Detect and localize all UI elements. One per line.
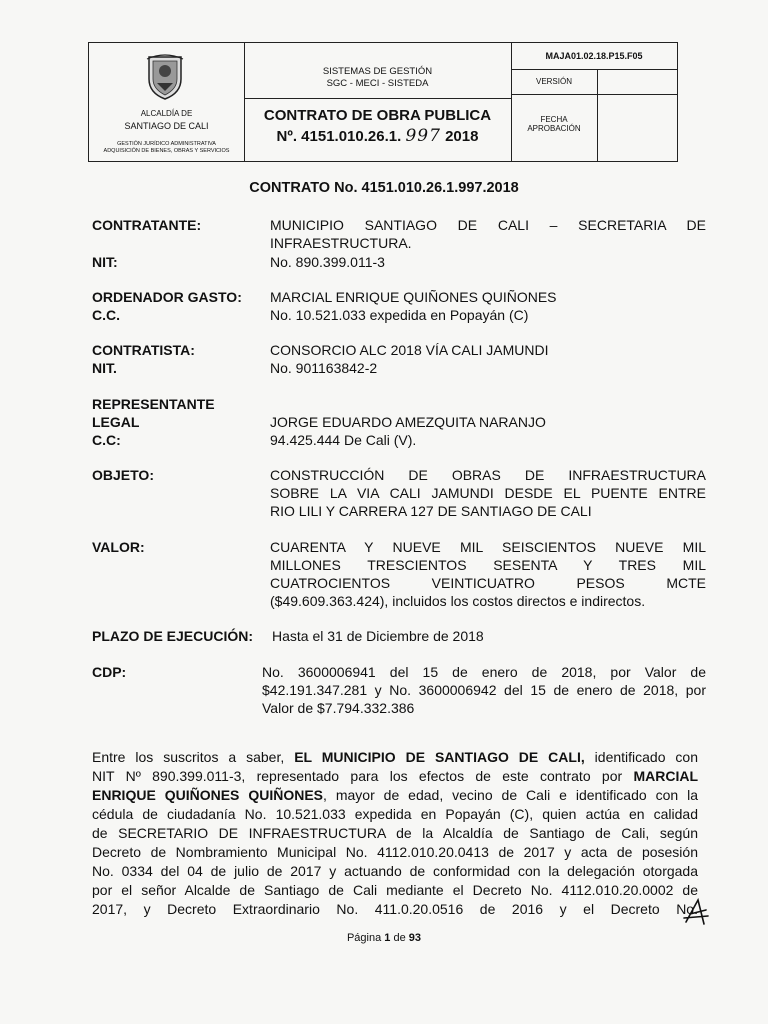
cc2-value: 94.425.444 De Cali (V). xyxy=(270,432,417,448)
ordenador-label: ORDENADOR GASTO: xyxy=(92,289,242,305)
objeto-line1: CONSTRUCCIÓN DE OBRAS DE INFRAESTRUCTURA xyxy=(270,467,706,483)
document-code: MAJA01.02.18.P15.F05 xyxy=(511,43,677,70)
para-line: de SECRETARIO DE INFRAESTRUCTURA de la Alcaldía de Santiago de Cali, según xyxy=(92,825,698,841)
nit-label: NIT: xyxy=(92,254,118,270)
para-line: 2017, y Decreto Extraordinario No. 411.0.20.0516 de 2016 y el Decreto No. xyxy=(92,901,698,917)
nit2-value: No. 901163842-2 xyxy=(270,360,378,376)
footer-total-pages: 93 xyxy=(408,932,422,944)
alcaldia-line1: ALCALDÍA DE xyxy=(140,109,193,118)
cc-value: No. 10.521.033 expedida en Popayán (C) xyxy=(270,307,529,323)
fecha-label2: APROBACIÓN xyxy=(527,124,581,133)
para-text: NIT Nº 890.399.011-3, representado para los efectos de este contrato por xyxy=(92,768,634,784)
para-line xyxy=(92,748,698,767)
cc-label: C.C. xyxy=(92,307,120,323)
valor-line4: ($49.609.363.424), incluidos los costos directos e indirectos. xyxy=(270,593,646,609)
contract-intro-paragraph xyxy=(92,748,698,919)
document-header-table xyxy=(88,42,678,162)
contratista-value: CONSORCIO ALC 2018 VÍA CALI JAMUNDI xyxy=(270,342,549,358)
contract-type-title: CONTRATO DE OBRA PUBLICA xyxy=(263,107,492,124)
valor-label: VALOR: xyxy=(92,539,145,555)
fecha-label1: FECHA xyxy=(540,115,568,124)
para-line xyxy=(92,786,698,805)
contract-number-year: 2018 xyxy=(445,128,479,145)
handwritten-initial-icon xyxy=(682,896,710,926)
version-label: VERSIÓN xyxy=(511,70,598,95)
para-text: , mayor de edad, vecino de Cali e identificado con la xyxy=(323,787,699,803)
para-line: cédula de ciudadanía No. 10.521.033 expedida en Popayán (C), quien actúa en calidad xyxy=(92,806,698,822)
para-bold-text: ENRIQUE QUIÑONES QUIÑONES xyxy=(92,787,324,803)
contract-number-prefix: Nº. 4151.010.26.1. xyxy=(276,128,402,145)
para-line xyxy=(92,767,698,786)
para-line: por el señor Alcalde de Santiago de Cali mediante el Decreto No. 4112.010.20.0002 de xyxy=(92,882,698,898)
para-text: identificado con xyxy=(584,749,699,765)
para-line: Decreto de Nombramiento Municipal No. 4112.010.20.0413 de 2017 y acta de posesión xyxy=(92,844,698,860)
contract-title: CONTRATO No. 4151.010.26.1.997.2018 xyxy=(249,180,519,196)
gestion-line2: ADQUISICIÓN DE BIENES, OBRAS Y SERVICIOS xyxy=(103,148,230,154)
sistemas-cell xyxy=(244,43,511,99)
cdp-line3: Valor de $7.794.332.386 xyxy=(262,700,415,716)
valor-line1: CUARENTA Y NUEVE MIL SEISCIENTOS NUEVE MIL xyxy=(270,539,706,555)
nit2-label: NIT. xyxy=(92,360,117,376)
para-bold-text: MARCIAL xyxy=(633,768,698,784)
contract-number-line xyxy=(244,126,511,146)
contratante-value-line2: INFRAESTRUCTURA. xyxy=(270,235,412,251)
objeto-line2: SOBRE LA VIA CALI JAMUNDI DESDE EL PUENTE ENTRE xyxy=(270,485,706,501)
para-bold-text: EL MUNICIPIO DE SANTIAGO DE CALI, xyxy=(294,749,585,765)
footer-page-number: 1 xyxy=(384,932,391,944)
objeto-label: OBJETO: xyxy=(92,467,154,483)
cdp-label: CDP: xyxy=(92,664,127,680)
header-title-cell xyxy=(244,43,512,161)
contratista-label: CONTRATISTA: xyxy=(92,342,195,358)
cc2-label: C.C: xyxy=(92,432,121,448)
cdp-line2: $42.191.347.281 y No. 3600006942 del 15 de enero de 2018, por xyxy=(262,682,706,698)
ordenador-value: MARCIAL ENRIQUE QUIÑONES QUIÑONES xyxy=(270,289,557,305)
sistemas-line1: SISTEMAS DE GESTIÓN xyxy=(322,66,433,77)
representante-label-line2: LEGAL xyxy=(92,414,140,430)
cdp-line1: No. 3600006941 del 15 de enero de 2018, por Valor de xyxy=(262,664,706,680)
contract-title-cell xyxy=(244,99,511,161)
contratante-value-line1: MUNICIPIO SANTIAGO DE CALI – SECRETARIA DE xyxy=(270,217,706,233)
plazo-value: Hasta el 31 de Diciembre de 2018 xyxy=(272,628,484,644)
footer-separator: de xyxy=(390,932,409,944)
approval-date-label xyxy=(511,95,598,161)
para-line: No. 0334 del 04 de julio de 2017 y actuando de conformidad con la delegación otorgada xyxy=(92,863,698,879)
sistemas-line2: SGC - MECI - SISTEDA xyxy=(326,78,429,89)
plazo-label: PLAZO DE EJECUCIÓN: xyxy=(92,628,254,644)
page-footer xyxy=(0,932,768,944)
alcaldia-line2: SANTIAGO DE CALI xyxy=(124,121,209,131)
representante-value: JORGE EDUARDO AMEZQUITA NARANJO xyxy=(270,414,546,430)
nit-value: No. 890.399.011-3 xyxy=(270,254,385,270)
para-text: Entre los suscritos a saber, xyxy=(92,749,295,765)
gestion-line1: GESTIÓN JURÍDICO ADMINISTRATIVA xyxy=(117,141,216,147)
version-value xyxy=(598,70,677,95)
valor-line2: MILLONES TRESCIENTOS SESENTA Y TRES MIL xyxy=(270,557,706,573)
footer-prefix: Página xyxy=(346,932,385,944)
header-entity-cell xyxy=(89,43,245,161)
valor-line3: CUATROCIENTOS VEINTICUATRO PESOS MCTE xyxy=(270,575,706,591)
coat-of-arms-icon xyxy=(145,53,185,101)
objeto-line3: RIO LILI Y CARRERA 127 DE SANTIAGO DE CALI xyxy=(270,503,592,519)
representante-label-line1: REPRESENTANTE xyxy=(92,396,215,412)
contract-number-handwritten: 997 xyxy=(405,126,441,146)
contratante-label: CONTRATANTE: xyxy=(92,217,202,233)
